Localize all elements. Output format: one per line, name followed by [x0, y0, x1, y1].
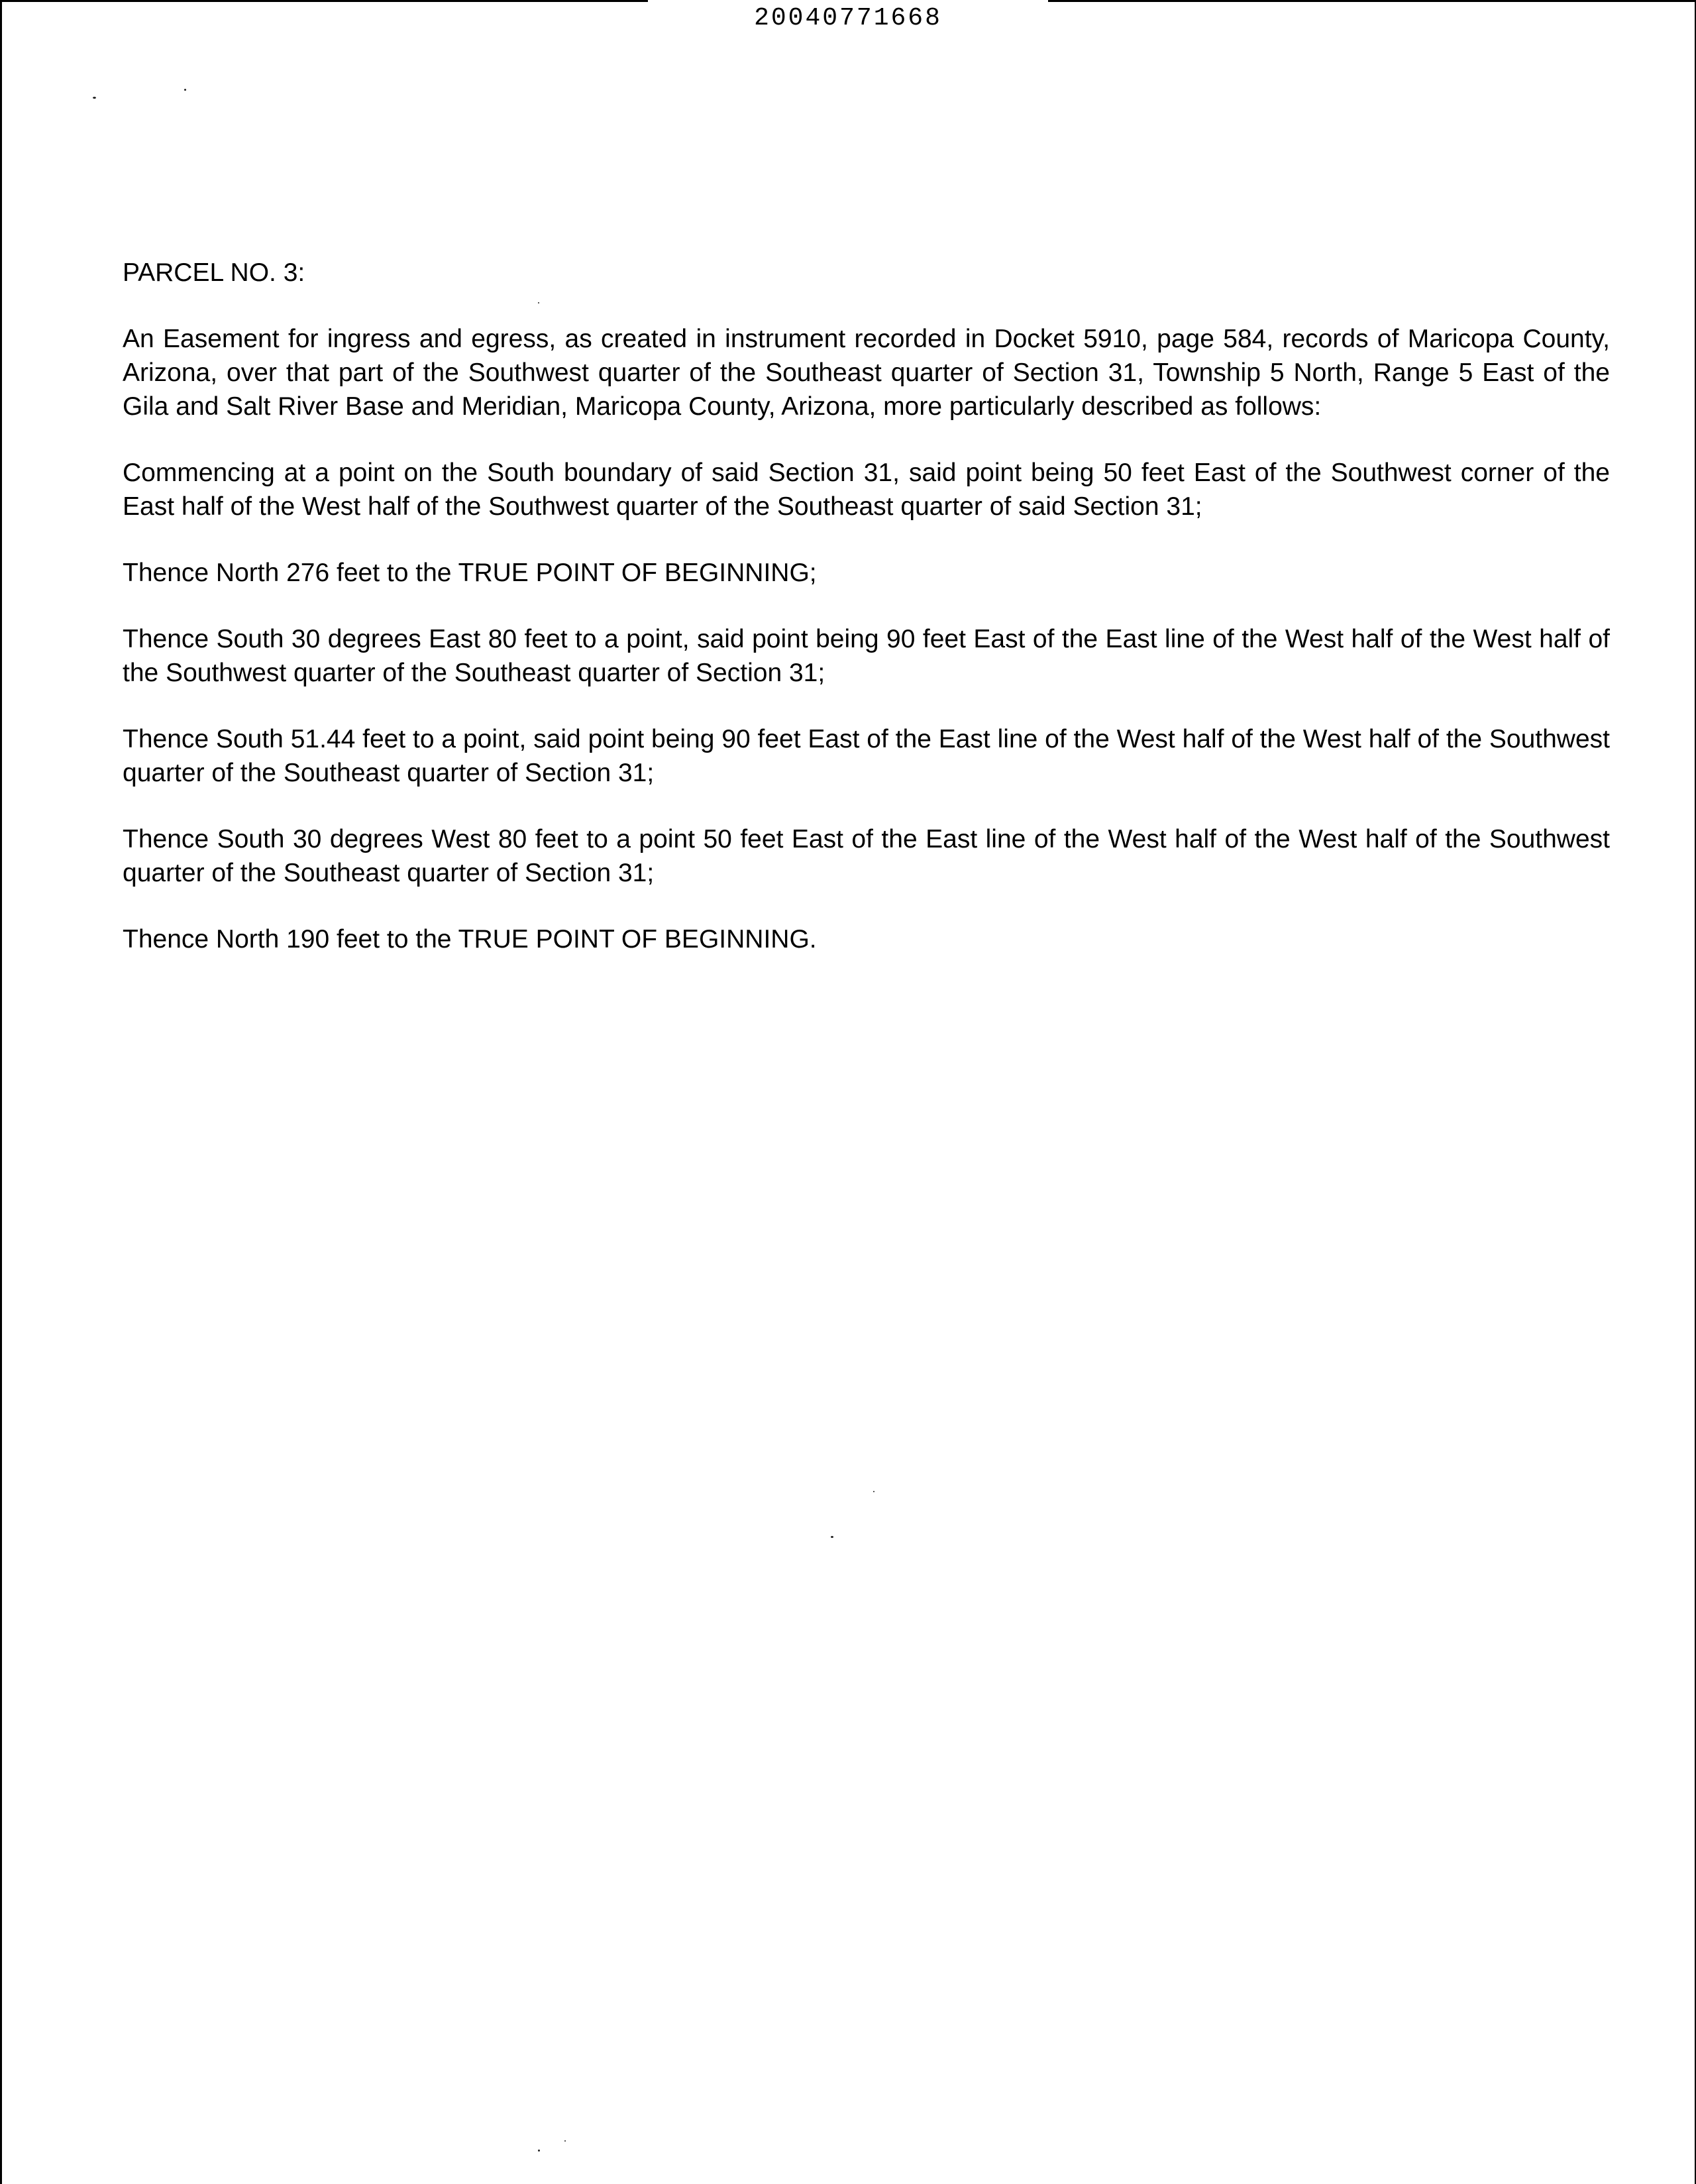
course-paragraph: Thence South 30 degrees West 80 feet to a point 50 feet East of the East line of the West half of the West half of the Southwest quarter of the Southeast quarter of Section 31; — [123, 825, 1610, 887]
course-paragraph: Thence North 276 feet to the TRUE POINT OF BEGINNING; — [123, 559, 817, 587]
closing-paragraph: Thence North 190 feet to the TRUE POINT OF BEGINNING. — [123, 925, 817, 954]
legal-description — [123, 256, 1610, 989]
parcel-heading: PARCEL NO. 3: — [123, 258, 305, 287]
course-paragraph: Thence South 51.44 feet to a point, said point being 90 feet East of the East line of the West half of the West half of the Southwest quarter of the Southeast quarter of Section 31; — [123, 725, 1610, 787]
scan-speck — [538, 2150, 540, 2152]
course-paragraph: Thence South 30 degrees East 80 feet to a point, said point being 90 feet East of the East line of the West half of the West half of the Southwest quarter of the Southeast quarter of Section 31; — [123, 625, 1610, 687]
recording-number: 20040771668 — [754, 4, 942, 32]
top-border-left — [0, 0, 648, 2]
scan-speck — [184, 89, 186, 91]
left-page-edge — [0, 0, 2, 2184]
scan-speck — [564, 2140, 566, 2142]
scan-speck — [873, 1491, 874, 1492]
scan-speck — [831, 1536, 833, 1538]
top-border-right — [1048, 0, 1696, 2]
easement-paragraph: An Easement for ingress and egress, as created in instrument recorded in Docket 5910, page 584, records of Maricopa County, Arizona, over that part of the Southwest quarter of the Southeast quarter of Section 31, Township 5 North, Range 5 East of the Gila and Salt River Base and Meridian, Maricopa County, Arizona, more particularly described as follows: — [123, 325, 1610, 421]
commencing-paragraph: Commencing at a point on the South boundary of said Section 31, said point being 50 feet East of the Southwest corner of the East half of the West half of the Southwest quarter of the Southeast quarter of said Section 31; — [123, 459, 1610, 521]
scan-speck — [93, 97, 96, 99]
